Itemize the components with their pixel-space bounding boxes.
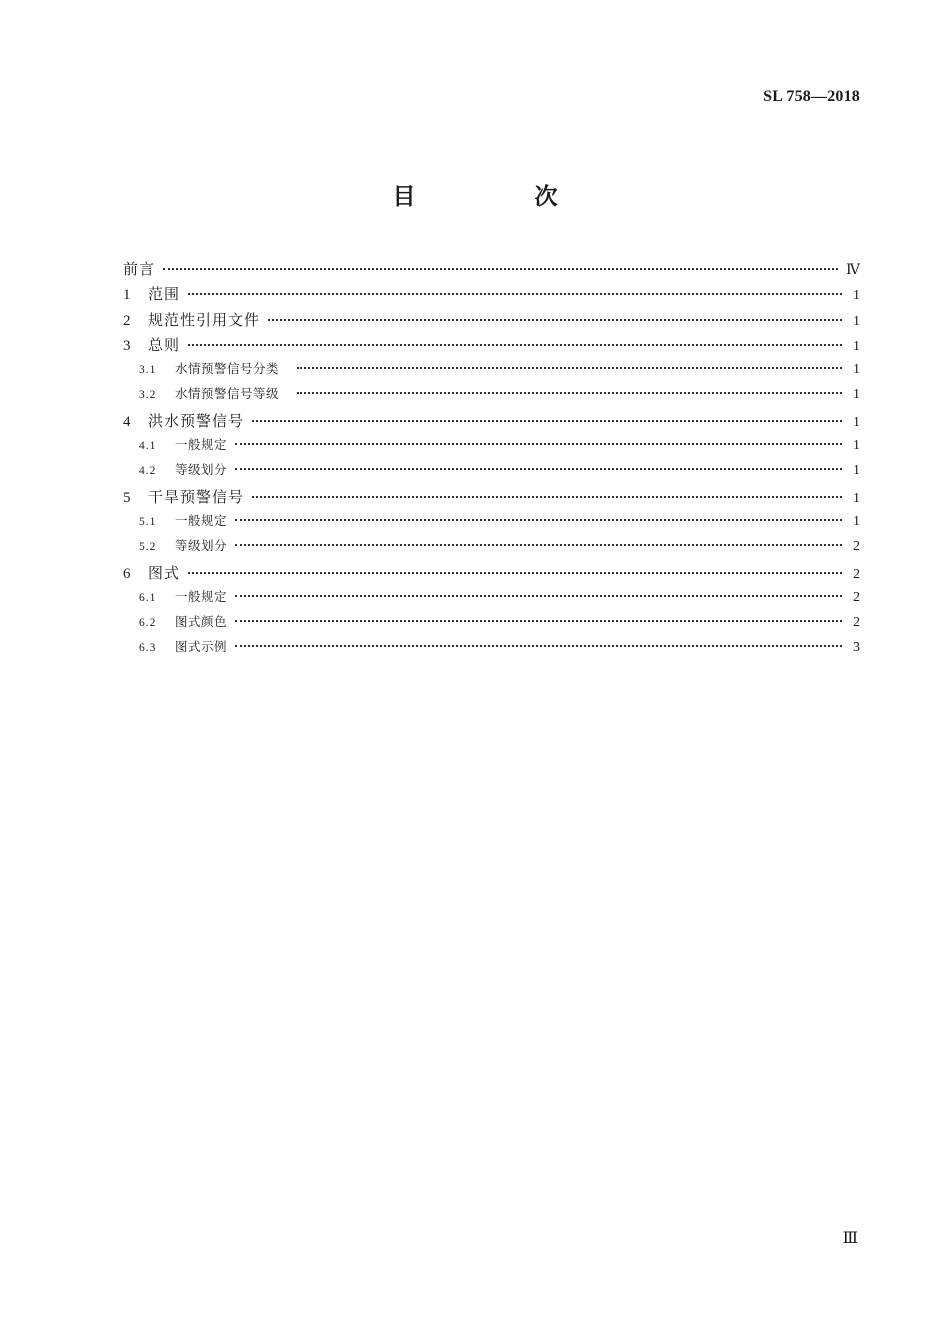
toc-leader-dots <box>252 420 842 422</box>
toc-entry-number: 6 <box>123 565 131 582</box>
toc-leader-dots <box>163 268 838 270</box>
toc-leader-dots <box>235 468 842 470</box>
toc-entry[interactable] <box>123 435 860 460</box>
toc-entry-number: 2 <box>123 312 131 329</box>
toc-entry-title: 一般规定 <box>175 512 228 528</box>
toc-entry-title: 图式 <box>148 563 181 582</box>
toc-entry-title: 总则 <box>148 335 181 354</box>
toc-entry-number: 6.2 <box>139 617 157 630</box>
toc-entry-page: Ⅳ <box>846 263 860 278</box>
toc-entry-title: 前言 <box>123 260 156 278</box>
toc-leader-dots <box>268 319 842 321</box>
toc-leader-dots <box>235 544 842 546</box>
toc-entry[interactable] <box>123 637 860 662</box>
toc-leader-dots <box>188 293 842 295</box>
toc-entry-page: 1 <box>853 313 860 329</box>
toc-entry[interactable] <box>123 587 860 612</box>
toc-entry-title: 洪水预警信号 <box>148 411 245 430</box>
toc-leader-dots <box>235 519 842 521</box>
toc-leader-dots <box>297 392 842 394</box>
toc-entry-page: 2 <box>853 539 860 555</box>
toc-entry[interactable] <box>123 612 860 637</box>
toc-entry-title: 水情预警信号分类 <box>175 361 280 377</box>
toc-leader-dots <box>235 443 842 445</box>
toc-entry[interactable] <box>123 511 860 536</box>
toc-entry-page: 3 <box>853 640 860 656</box>
toc-entry-page: 2 <box>853 615 860 631</box>
toc-entry-page: 1 <box>853 438 860 454</box>
toc-entry-number: 6.1 <box>139 591 157 604</box>
toc-entry-number: 6.3 <box>139 642 157 655</box>
toc-leader-dots <box>235 645 842 647</box>
toc-entry[interactable] <box>123 258 860 283</box>
toc-entry[interactable] <box>123 334 860 359</box>
toc-leader-dots <box>297 367 842 369</box>
toc-entry[interactable] <box>123 384 860 409</box>
toc-entry-page: 1 <box>853 490 860 506</box>
toc-leader-dots <box>188 572 842 574</box>
toc-entry-number: 3.1 <box>139 364 157 377</box>
toc-entry-title: 水情预警信号等级 <box>175 386 280 402</box>
toc-entry-page: 1 <box>853 338 860 354</box>
toc-entry-page: 1 <box>853 387 860 403</box>
toc-leader-dots <box>188 344 842 346</box>
toc-entry[interactable] <box>123 460 860 485</box>
toc-entry-title: 图式示例 <box>175 639 228 655</box>
toc-entry[interactable] <box>123 283 860 308</box>
toc-entry[interactable] <box>123 562 860 587</box>
toc-entry[interactable] <box>123 536 860 561</box>
toc-entry-page: 2 <box>853 566 860 582</box>
toc-entry-number: 5.2 <box>139 541 157 554</box>
toc-entry[interactable] <box>123 486 860 511</box>
toc-entry-title: 图式颜色 <box>175 614 228 630</box>
toc-entry-page: 1 <box>853 288 860 304</box>
toc-entry-page: 1 <box>853 362 860 378</box>
toc-entry-page: 2 <box>853 589 860 605</box>
toc-entry[interactable] <box>123 359 860 384</box>
table-of-contents <box>123 258 860 663</box>
toc-entry-title: 干旱预警信号 <box>148 487 245 506</box>
toc-entry-title: 一般规定 <box>175 588 228 604</box>
toc-entry-page: 1 <box>853 463 860 479</box>
toc-entry-title: 一般规定 <box>175 437 228 453</box>
toc-entry-number: 1 <box>123 287 131 304</box>
standard-code: SL 758—2018 <box>763 88 860 105</box>
toc-entry[interactable] <box>123 410 860 435</box>
toc-entry-title: 规范性引用文件 <box>148 310 261 329</box>
toc-entry-page: 1 <box>853 414 860 430</box>
toc-entry-number: 4.1 <box>139 440 157 453</box>
page-title: 目 次 <box>392 184 606 210</box>
toc-entry-number: 5.1 <box>139 515 157 528</box>
toc-leader-dots <box>252 496 842 498</box>
toc-entry-title: 等级划分 <box>175 462 228 478</box>
toc-entry-number: 5 <box>123 489 131 506</box>
toc-leader-dots <box>235 595 842 597</box>
page-number: Ⅲ <box>842 1230 858 1247</box>
toc-entry-title: 等级划分 <box>175 538 228 554</box>
toc-entry-number: 4 <box>123 413 131 430</box>
toc-entry-title: 范围 <box>148 285 181 304</box>
toc-leader-dots <box>235 620 842 622</box>
toc-entry[interactable] <box>123 309 860 334</box>
toc-entry-page: 1 <box>853 513 860 529</box>
toc-entry-number: 4.2 <box>139 465 157 478</box>
toc-entry-number: 3.2 <box>139 389 157 402</box>
toc-entry-number: 3 <box>123 337 131 354</box>
